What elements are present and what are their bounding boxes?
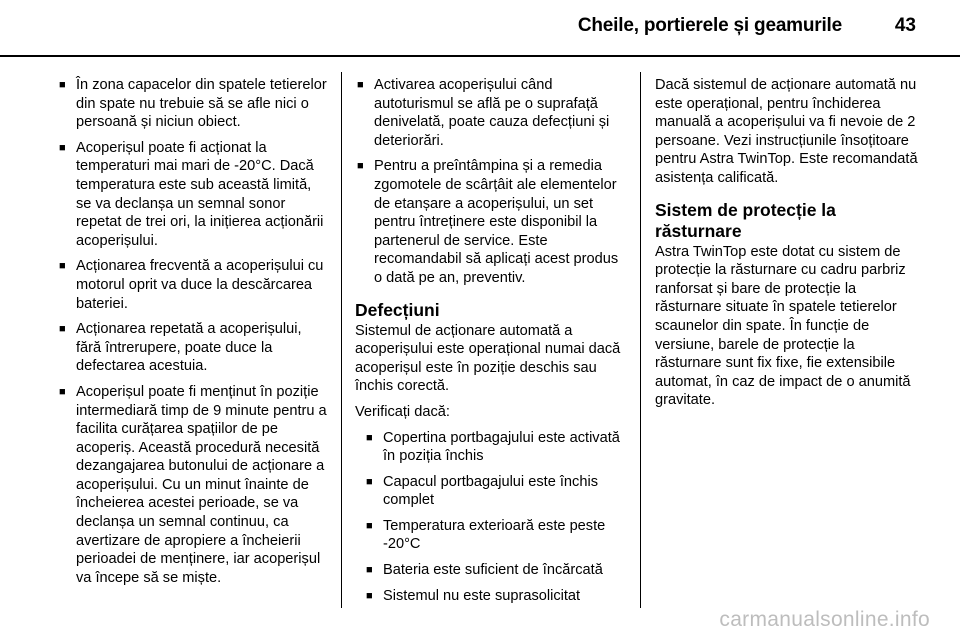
column-divider [640, 72, 641, 608]
section-heading-rollover: Sistem de protecție la răsturnare [655, 199, 836, 241]
check-list [355, 429, 627, 606]
bullet-icon: ■ [366, 519, 373, 532]
bullet-icon: ■ [59, 79, 66, 91]
paragraph: Dacă sistemul de acționare automată nu este operațional, pentru închiderea manuală a acoperișului va fi nevoie de 2 persoane. Vezi instrucțiunile însoțitoare pentru Astra TwinTop. Este recomandată asistența calificată. [655, 77, 918, 186]
list-item: ■ Copertina portbagajului este activată în poziția închis [366, 429, 620, 465]
column-middle [355, 76, 627, 612]
check-intro: Verificați dacă: [355, 403, 450, 420]
bullet-icon: ■ [59, 141, 66, 154]
list-item: ■ Acționarea frecventă a acoperișului cu motorul oprit va duce la descărcarea bateriei. [59, 258, 324, 312]
page-number: 43 [894, 15, 916, 36]
list-item: ■ Acoperișul poate fi menținut în poziție intermediară timp de 9 minute pentru a facilita curățarea spațiilor de pe acoperiș. Această procedură necesită dezangajarea butonului de acționare a acoperișului. Cu un minut înainte de încheierea acestei perioade, se va declanșa un semnal continuu, ca avertizare de apropiere a încheierii perioadei de menținere, iar acoperișul va începe să se miște. [59, 383, 327, 586]
list-item: ■ În zona capacelor din spatele tetierelor din spate nu trebuie să se afle nici o persoană și niciun obiect. [59, 77, 327, 131]
bullet-icon: ■ [366, 475, 373, 488]
column-left [57, 76, 329, 594]
list-item: ■ Capacul portbagajului este închis complet [366, 473, 598, 509]
paragraph: Sistemul de acționare automată a acoperișului este operațional numai dacă acoperișul este în poziție deschis sau închis corectă. [355, 322, 621, 395]
list-item: ■ Temperatura exterioară este peste -20°C [366, 517, 606, 553]
page-header [0, 0, 960, 56]
bullet-icon: ■ [366, 431, 373, 444]
page-title: Cheile, portierele și geamurile [577, 15, 842, 36]
paragraph: Astra TwinTop este dotat cu sistem de protecție la răsturnare cu cadru parbriz ranforsat și bare de protecție la răsturnare situate în spatele tetierelor scaunelor din spate. În funcție de versiune, barele de protecție la răsturnare sunt fix fixe, fie extensibile automat, în caz de impact de o anumită gravitate. [655, 243, 911, 409]
bullet-icon: ■ [59, 260, 66, 273]
list-item: ■ Activarea acoperișului când autoturismul se află pe o suprafață denivelată, poate cauza defecțiuni și deteriorări. [357, 77, 610, 149]
column-divider [341, 72, 342, 608]
bullet-icon: ■ [59, 385, 66, 398]
list-item: ■ Pentru a preîntâmpina și a remedia zgomotele de scârțâit ale elementelor de etanșare a acoperișului, un set pentru întreținere este disponibil la partenerul de service. Este recomandabil să aplicați acest produs o dată pe an, preventiv. [357, 158, 619, 286]
section-heading-defects: Defecțiuni [355, 299, 440, 320]
bullet-icon: ■ [357, 160, 364, 173]
bullet-list [355, 76, 627, 288]
bullet-list [57, 76, 329, 587]
list-item: ■ Sistemul nu este suprasolicitat [366, 587, 581, 604]
header-rule [0, 55, 960, 57]
list-item: ■ Bateria este suficient de încărcată [366, 562, 603, 579]
bullet-icon: ■ [366, 564, 373, 577]
bullet-icon: ■ [366, 589, 373, 602]
column-right [655, 76, 923, 417]
watermark: carmanualsonline.info [719, 608, 930, 631]
bullet-icon: ■ [59, 323, 66, 336]
list-item: ■ Acționarea repetată a acoperișului, fără întrerupere, poate duce la defectarea acestuia. [59, 321, 302, 375]
bullet-icon: ■ [357, 79, 364, 91]
list-item: ■ Acoperișul poate fi acționat la temperaturi mai mari de -20°C. Dacă temperatura este sub această limită, se va declanșa un semnal sonor repetat de trei ori, la inițierea acționării acoperișului. [59, 139, 324, 249]
